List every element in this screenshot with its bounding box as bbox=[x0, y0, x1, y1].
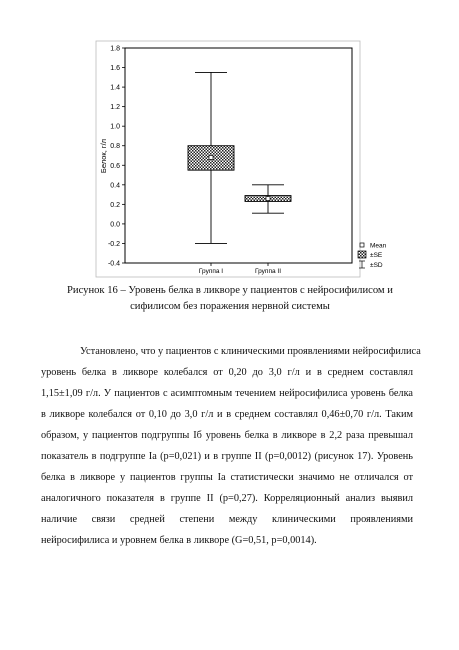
legend-se-label: ±SE bbox=[370, 252, 383, 259]
mean-marker bbox=[266, 197, 270, 201]
legend-mean-label: Mean bbox=[370, 242, 387, 250]
y-tick-label: 1.0 bbox=[110, 123, 120, 131]
paragraph-line-7: белка в ликворе у пациентов группы Iа статистически значимо не отличался от bbox=[41, 472, 413, 483]
series-boxes bbox=[188, 72, 291, 243]
box-group bbox=[245, 185, 291, 213]
legend-mean-symbol bbox=[360, 243, 364, 247]
paragraph-line-6: показатель в подгруппе Iа (р=0,021) и в группе II (р=0,0012) (рисунок 17). Уровень bbox=[41, 451, 413, 462]
legend-sd-label: ±SD bbox=[370, 262, 383, 269]
x-tick-label: Группа II bbox=[254, 268, 282, 275]
y-tick-label: 0.2 bbox=[110, 201, 120, 209]
paragraph-line-2: уровень белка в ликворе колебался от 0,20 до 3,0 г/л и в среднем составлял bbox=[41, 367, 413, 378]
paragraph-line-10: нейросифилиса и уровнем белка в ликворе (G=0,51, р=0,0014). bbox=[41, 535, 317, 546]
legend bbox=[358, 243, 387, 270]
paragraph-line-1: Установлено, что у пациентов с клиническими проявлениями нейросифилиса bbox=[80, 346, 421, 357]
legend-se-symbol bbox=[358, 251, 366, 258]
plot-area bbox=[125, 48, 352, 263]
y-tick-label: 1.8 bbox=[110, 45, 120, 53]
mean-marker bbox=[209, 155, 213, 159]
y-tick-label: 1.6 bbox=[110, 65, 120, 73]
y-tick-label: 0.4 bbox=[110, 182, 120, 190]
figure-caption-line-1: Рисунок 16 – Уровень белка в ликворе у пациентов с нейросифилисом и bbox=[67, 285, 393, 296]
paragraph-line-4: в ликворе колебался от 0,10 до 3,0 г/л и в среднем составлял 0,46±0,70 г/л. Таким bbox=[41, 409, 413, 420]
y-tick-label: 0.6 bbox=[110, 162, 120, 170]
y-tick-label: 1.2 bbox=[110, 104, 120, 112]
box-plot-chart bbox=[0, 0, 459, 290]
paragraph-line-8: аналогичного показателя в группе II (р=0,27). Корреляционный анализ выявил bbox=[41, 493, 413, 504]
y-tick-label: 0.0 bbox=[110, 221, 120, 229]
x-tick-label: Группа I bbox=[198, 268, 224, 275]
box-group bbox=[188, 72, 234, 243]
y-tick-label: -0.2 bbox=[107, 240, 120, 248]
y-tick-label: 0.8 bbox=[110, 143, 120, 151]
paragraph-line-9: наличие связи средней степени между клиническими проявлениями bbox=[41, 514, 413, 525]
y-axis-label: Белок, г/л bbox=[99, 138, 108, 174]
paragraph-line-5: образом, у пациентов подгруппы Iб уровень белка в ликворе в 2,2 раза превышал bbox=[41, 430, 413, 441]
paragraph-line-3: 1,15±1,09 г/л. У пациентов с асимптомным течением нейросифилиса уровень белка bbox=[41, 388, 413, 399]
x-axis bbox=[199, 263, 281, 275]
y-tick-label: -0.4 bbox=[107, 260, 120, 268]
figure-caption-line-2: сифилисом без поражения нервной системы bbox=[130, 301, 330, 312]
y-axis bbox=[108, 46, 125, 268]
y-tick-label: 1.4 bbox=[110, 84, 120, 92]
figure bbox=[0, 0, 459, 290]
